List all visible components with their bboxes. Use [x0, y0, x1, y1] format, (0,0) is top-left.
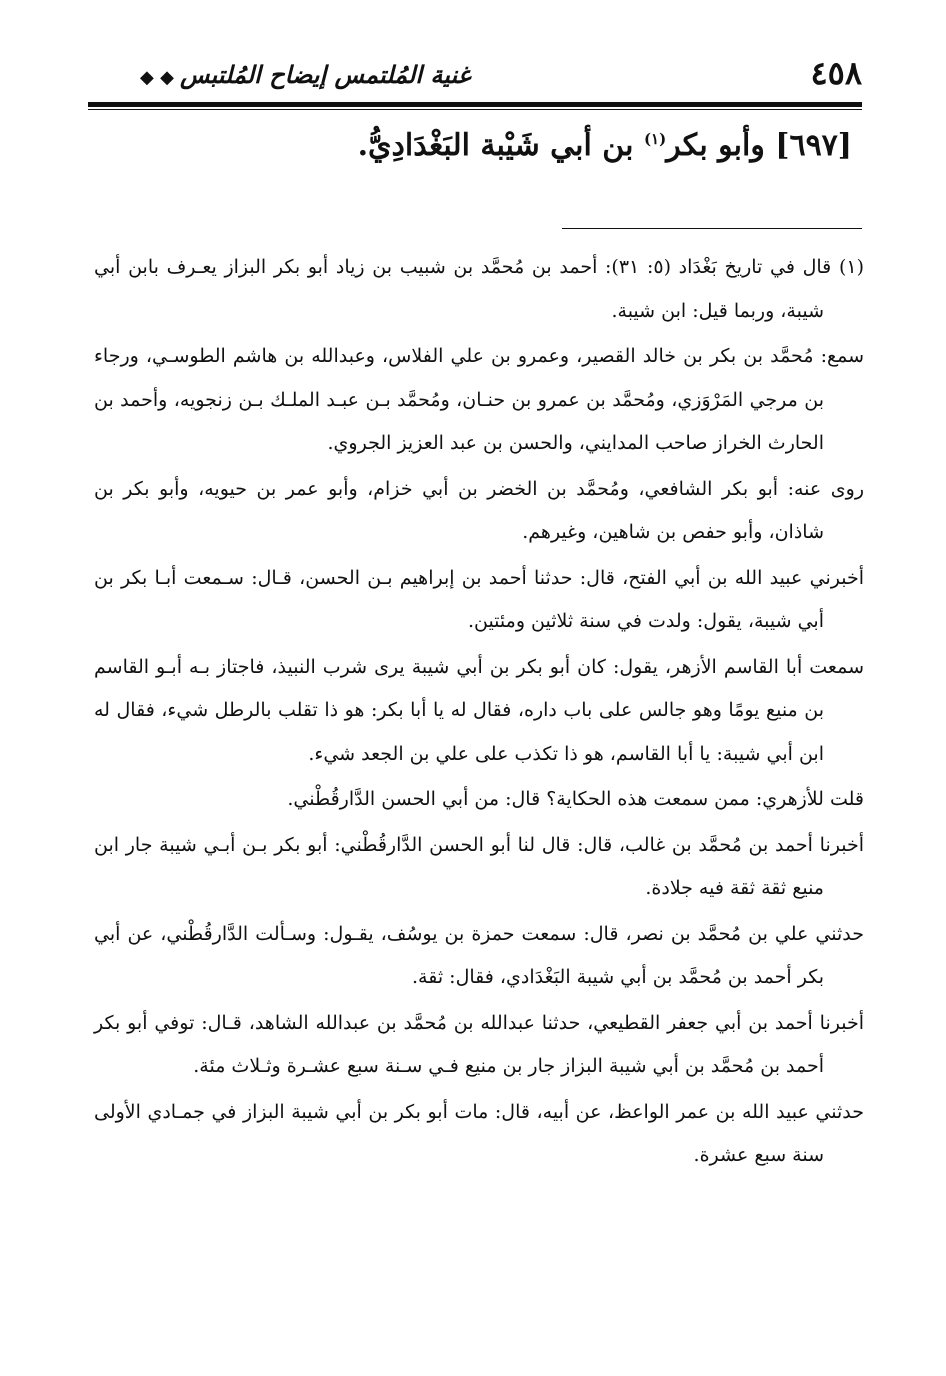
footnote-separator: [562, 228, 862, 229]
footnote-paragraph: قلت للأزهري: ممن سمعت هذه الحكاية؟ قال: من أبي الحسن الدَّارقُطْني.: [287, 788, 864, 810]
entry-title-text: [٦٩٧] وأبو بكر: [666, 128, 852, 163]
footnote-paragraph: حدثني عبيد الله بن عمر الواعظ، عن أبيه، قال: مات أبو بكر بن أبي شيبة البزاز في جمـادي الأولى سنة سبع عشرة.: [94, 1100, 864, 1166]
book-title-text: غنية المُلتمس إيضاح المُلتبس: [179, 60, 471, 89]
footnote-paragraph: روى عنه: أبو بكر الشافعي، ومُحمَّد بن الخضر بن أبي خزام، وأبو عمر بن حيويه، وأبو بكر بن شاذان، وأبو حفص بن شاهين، وغيرهم.: [94, 477, 864, 543]
footnotes: [94, 246, 864, 1180]
footnote-marker: (١): [643, 130, 667, 148]
running-header: [100, 52, 862, 100]
footnote-paragraph: سمع: مُحمَّد بن بكر بن خالد القصير، وعمرو بن علي الفلاس، وعبدالله بن هاشم الطوسـي، ورجاء بن مرجي المَرْوَزي، ومُحمَّد بن عمرو بن حنـان، ومُحمَّد بـن عبـد الملـك بـن زنجويه، وأحمد بن الحارث الخراز صاحب المدايني، والحسن بن عبد العزيز الجروي.: [94, 345, 864, 454]
footnote-paragraph: أخبرنا أحمد بن أبي جعفر القطيعي، حدثنا عبدالله بن مُحمَّد بن عبدالله الشاهد، قـال: توفي أبو بكر أحمد بن مُحمَّد بن أبي شيبة البزاز جار بن منيع فـي سـنة سبع عشـرة وثـلاث مئة.: [94, 1011, 864, 1077]
footnote-paragraph: (١) قال في تاريخ بَغْدَاد (٥: ٣١): أحمد بن مُحمَّد بن شبيب بن زياد أبو بكر البزاز يعـرف بابن أبي شيبة، وربما قيل: ابن شيبة.: [94, 256, 864, 322]
page-number: ٤٥٨: [810, 54, 862, 92]
footnote-paragraph: سمعت أبا القاسم الأزهر، يقول: كان أبو بكر بن أبي شيبة يرى شرب النبيذ، فاجتاز بـه أبـو القاسم بن منيع يومًا وهو جالس على باب داره، فقال له يا أبا بكر: هو ذا تقلب بالرطل شيء، فقال له ابن أبي شيبة: يا أبا القاسم، هو ذا تكذب على علي بن الجعد شيء.: [94, 655, 864, 765]
header-rule: [88, 102, 862, 107]
entry-title: [152, 128, 852, 163]
footnote-paragraph: أخبرنا أحمد بن مُحمَّد بن غالب، قال: قال لنا أبو الحسن الدَّارقُطْني: أبو بكر بـن أبـي شيبة جار ابن منيع ثقة ثقة فيه جلادة.: [94, 833, 864, 899]
footnote-paragraph: حدثني علي بن مُحمَّد بن نصر، قال: سمعت حمزة بن يوسُف، يقـول: وسـألت الدَّارقُطْني، عن أبي بكر أحمد بن مُحمَّد بن أبي شيبة البَغْدَادي، فقال: ثقة.: [94, 922, 864, 988]
book-title: [140, 60, 470, 89]
diamond-ornaments: ◆ ◆: [140, 67, 174, 88]
footnote-paragraph: أخبرني عبيد الله بن أبي الفتح، قال: حدثنا أحمد بن إبراهيم بـن الحسن، قـال: سـمعت أبـا بكر بن أبي شيبة، يقول: ولدت في سنة ثلاثين ومئتين.: [94, 566, 864, 632]
entry-title-rest: بن أبي شَيْبة البَغْدَادِيُّ.: [357, 128, 644, 163]
header-rule-thin: [88, 109, 862, 110]
